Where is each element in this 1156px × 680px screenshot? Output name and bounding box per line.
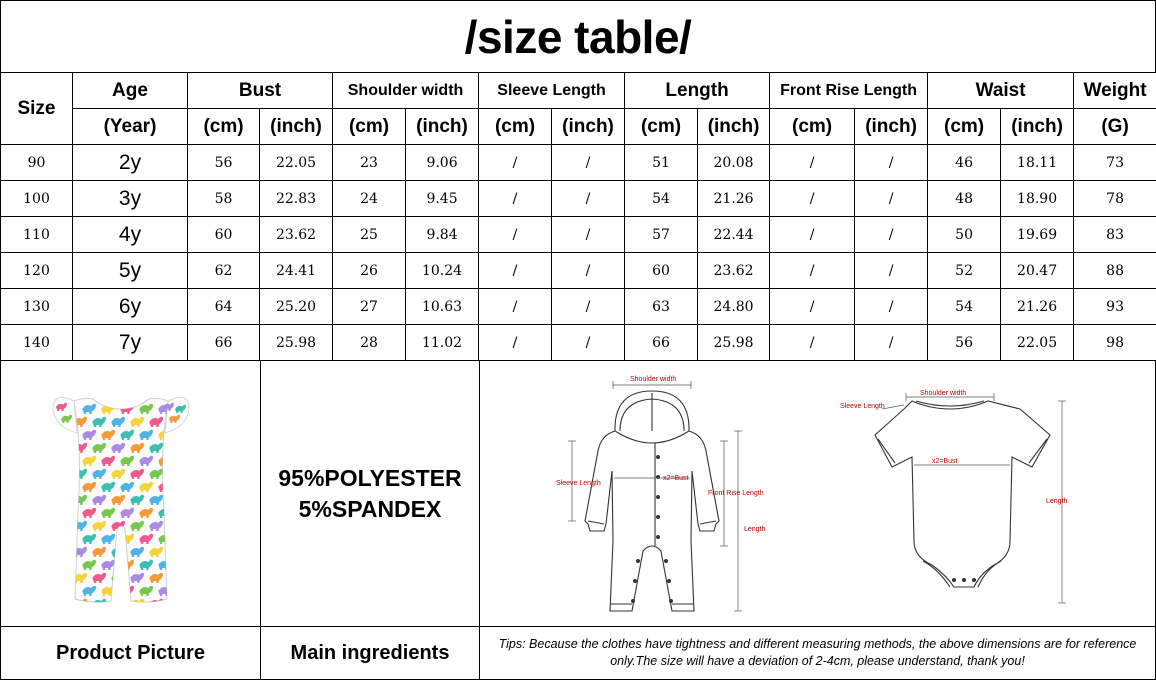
- cell-length-cm: 54: [625, 181, 698, 217]
- cell-length-cm: 51: [625, 145, 698, 181]
- label-front-rise-length: Front Rise Length: [708, 490, 764, 497]
- table-row: [1, 217, 1156, 253]
- cell-waist-cm: 56: [928, 325, 1001, 361]
- cell-shoulder-inch: 9.45: [406, 181, 479, 217]
- cell-bust-inch: 25.20: [260, 289, 333, 325]
- cell-shoulder-inch: 11.02: [406, 325, 479, 361]
- table-row: [1, 289, 1156, 325]
- label-shoulder-width: Shoulder width: [630, 376, 677, 383]
- header-age: Age: [73, 73, 188, 109]
- left-cuff: [588, 521, 604, 524]
- table-row: [1, 145, 1156, 181]
- cell-shoulder-cm: 26: [333, 253, 406, 289]
- header-row-units: [1, 109, 1156, 145]
- product-picture-label: Product Picture: [0, 626, 261, 680]
- cell-sleeve-cm: /: [479, 217, 552, 253]
- cell-waist-cm: 48: [928, 181, 1001, 217]
- product-romper-image: [1, 361, 260, 626]
- cell-bust-inch: 22.05: [260, 145, 333, 181]
- unit-cm: (cm): [770, 109, 855, 145]
- label-bust: x2=Bust: [663, 475, 689, 482]
- cell-size: 100: [1, 181, 73, 217]
- cell-sleeve-inch: /: [552, 181, 625, 217]
- collar: [916, 401, 984, 406]
- cell-bust-cm: 64: [188, 289, 260, 325]
- cell-rise-inch: /: [855, 289, 928, 325]
- cell-length-cm: 63: [625, 289, 698, 325]
- cell-sleeve-inch: /: [552, 145, 625, 181]
- page-title: /size table/: [0, 0, 1156, 73]
- header-front-rise-length: Front Rise Length: [770, 73, 928, 109]
- cell-rise-cm: /: [770, 325, 855, 361]
- cell-weight: 88: [1074, 253, 1156, 289]
- cell-length-cm: 57: [625, 217, 698, 253]
- dinosaur-print: [168, 469, 182, 479]
- jumpsuit-drawing: [585, 391, 719, 611]
- cell-weight: 78: [1074, 181, 1156, 217]
- cell-length-inch: 25.98: [698, 325, 770, 361]
- cell-sleeve-inch: /: [552, 325, 625, 361]
- bodysuit-drawing: [875, 401, 1050, 587]
- unit-inch: (inch): [406, 109, 479, 145]
- cell-length-inch: 23.62: [698, 253, 770, 289]
- table-row: [1, 253, 1156, 289]
- unit-cm: (cm): [928, 109, 1001, 145]
- table-row: [1, 181, 1156, 217]
- cell-rise-cm: /: [770, 217, 855, 253]
- cell-sleeve-cm: /: [479, 253, 552, 289]
- cell-age: 3y: [73, 181, 188, 217]
- header-bust: Bust: [188, 73, 333, 109]
- cell-sleeve-inch: /: [552, 253, 625, 289]
- header-shoulder-width: Shoulder width: [333, 73, 479, 109]
- left-leg-opening: [923, 561, 950, 587]
- cell-rise-inch: /: [855, 181, 928, 217]
- cell-length-inch: 20.08: [698, 145, 770, 181]
- table-row: [1, 325, 1156, 361]
- main-ingredients-label: Main ingredients: [260, 626, 480, 680]
- cell-age: 6y: [73, 289, 188, 325]
- right-sleeve-hem: [1029, 439, 1047, 463]
- cell-age: 2y: [73, 145, 188, 181]
- dinosaur-print: [168, 443, 182, 453]
- header-weight: Weight: [1074, 73, 1156, 109]
- cell-length-cm: 66: [625, 325, 698, 361]
- left-sleeve: [53, 397, 77, 433]
- cell-waist-cm: 46: [928, 145, 1001, 181]
- dinosaur-print: [168, 573, 182, 583]
- cell-size: 90: [1, 145, 73, 181]
- dinosaur-print: [73, 599, 87, 609]
- cell-weight: 98: [1074, 325, 1156, 361]
- right-sleeve: [165, 397, 189, 433]
- cell-waist-cm: 50: [928, 217, 1001, 253]
- cell-length-inch: 24.80: [698, 289, 770, 325]
- left-sleeve-hem: [878, 439, 895, 463]
- cell-size: 110: [1, 217, 73, 253]
- cell-waist-inch: 22.05: [1001, 325, 1074, 361]
- cell-shoulder-cm: 24: [333, 181, 406, 217]
- unit-cm: (cm): [625, 109, 698, 145]
- dinosaur-print: [111, 599, 125, 609]
- cell-bust-inch: 24.41: [260, 253, 333, 289]
- cell-shoulder-cm: 27: [333, 289, 406, 325]
- cell-waist-cm: 54: [928, 289, 1001, 325]
- unit-inch: (inch): [698, 109, 770, 145]
- bodysuit-outline: [875, 401, 1050, 587]
- label-shoulder-width-bodysuit: Shoulder width: [920, 390, 967, 397]
- label-sleeve-length-bodysuit: Sleeve Length: [840, 403, 885, 410]
- cell-sleeve-inch: /: [552, 217, 625, 253]
- cell-bust-cm: 56: [188, 145, 260, 181]
- cell-bust-cm: 58: [188, 181, 260, 217]
- cell-sleeve-cm: /: [479, 325, 552, 361]
- dinosaur-print: [168, 599, 182, 609]
- cell-waist-inch: 20.47: [1001, 253, 1074, 289]
- cell-shoulder-cm: 23: [333, 145, 406, 181]
- cell-waist-cm: 52: [928, 253, 1001, 289]
- label-length-bodysuit: Length: [1046, 498, 1068, 505]
- jumpsuit-outline: [585, 431, 719, 611]
- cell-bust-inch: 22.83: [260, 181, 333, 217]
- label-sleeve-length: Sleeve Length: [556, 480, 601, 487]
- cell-weight: 93: [1074, 289, 1156, 325]
- cell-waist-inch: 19.69: [1001, 217, 1074, 253]
- ingredients-cell: [260, 360, 480, 627]
- header-length: Length: [625, 73, 770, 109]
- unit-inch: (inch): [260, 109, 333, 145]
- unit-inch: (inch): [855, 109, 928, 145]
- tips-note: Tips: Because the clothes have tightness and different measuring methods, the above dimensions are for reference only.The size will have a deviation of 2-4cm, please understand, thank you!: [479, 626, 1156, 680]
- cell-age: 4y: [73, 217, 188, 253]
- cell-shoulder-cm: 28: [333, 325, 406, 361]
- cell-length-inch: 22.44: [698, 217, 770, 253]
- header-row-labels: [1, 73, 1156, 109]
- cell-rise-inch: /: [855, 217, 928, 253]
- cell-rise-cm: /: [770, 181, 855, 217]
- cell-bust-cm: 66: [188, 325, 260, 361]
- unit-cm: (cm): [188, 109, 260, 145]
- cell-bust-cm: 62: [188, 253, 260, 289]
- cell-bust-cm: 60: [188, 217, 260, 253]
- measurement-diagram-cell: [479, 360, 1156, 627]
- unit-cm: (cm): [333, 109, 406, 145]
- cell-rise-cm: /: [770, 145, 855, 181]
- cell-sleeve-inch: /: [552, 289, 625, 325]
- cell-shoulder-inch: 10.24: [406, 253, 479, 289]
- cell-size: 130: [1, 289, 73, 325]
- cell-size: 120: [1, 253, 73, 289]
- cell-shoulder-inch: 9.06: [406, 145, 479, 181]
- cell-rise-inch: /: [855, 325, 928, 361]
- cell-weight: 73: [1074, 145, 1156, 181]
- unit-inch: (inch): [1001, 109, 1074, 145]
- cell-shoulder-inch: 9.84: [406, 217, 479, 253]
- header-waist: Waist: [928, 73, 1074, 109]
- cell-age: 7y: [73, 325, 188, 361]
- cell-sleeve-cm: /: [479, 181, 552, 217]
- cell-waist-inch: 18.90: [1001, 181, 1074, 217]
- cell-waist-inch: 18.11: [1001, 145, 1074, 181]
- dinosaur-print: [168, 547, 182, 557]
- cell-bust-inch: 25.98: [260, 325, 333, 361]
- cell-rise-inch: /: [855, 253, 928, 289]
- bodysuit-snaps: [952, 578, 976, 582]
- product-picture-cell: [0, 360, 261, 627]
- right-cuff: [700, 521, 716, 524]
- cell-shoulder-cm: 25: [333, 217, 406, 253]
- cell-waist-inch: 21.26: [1001, 289, 1074, 325]
- cell-rise-cm: /: [770, 289, 855, 325]
- right-leg-opening: [978, 561, 1001, 587]
- unit-inch: (inch): [552, 109, 625, 145]
- unit-cm: (cm): [479, 109, 552, 145]
- label-bust-bodysuit: x2=Bust: [932, 458, 958, 465]
- cell-shoulder-inch: 10.63: [406, 289, 479, 325]
- measurement-diagram: [480, 361, 1155, 626]
- cell-length-cm: 60: [625, 253, 698, 289]
- size-table: [0, 72, 1156, 361]
- cell-rise-cm: /: [770, 253, 855, 289]
- cell-rise-inch: /: [855, 145, 928, 181]
- header-sleeve-length: Sleeve Length: [479, 73, 625, 109]
- cell-bust-inch: 23.62: [260, 217, 333, 253]
- cell-weight: 83: [1074, 217, 1156, 253]
- dinosaur-print: [168, 495, 182, 505]
- dinosaur-print: [168, 521, 182, 531]
- bottom-section: [0, 360, 1156, 680]
- ingredient-line: 95%POLYESTER: [278, 464, 462, 491]
- cell-sleeve-cm: /: [479, 289, 552, 325]
- header-size: Size: [1, 73, 73, 145]
- unit-gram: (G): [1074, 109, 1156, 145]
- cell-age: 5y: [73, 253, 188, 289]
- ingredient-line: 5%SPANDEX: [298, 495, 442, 522]
- cell-length-inch: 21.26: [698, 181, 770, 217]
- cell-sleeve-cm: /: [479, 145, 552, 181]
- label-length: Length: [744, 526, 766, 533]
- unit-year: (Year): [73, 109, 188, 145]
- cell-size: 140: [1, 325, 73, 361]
